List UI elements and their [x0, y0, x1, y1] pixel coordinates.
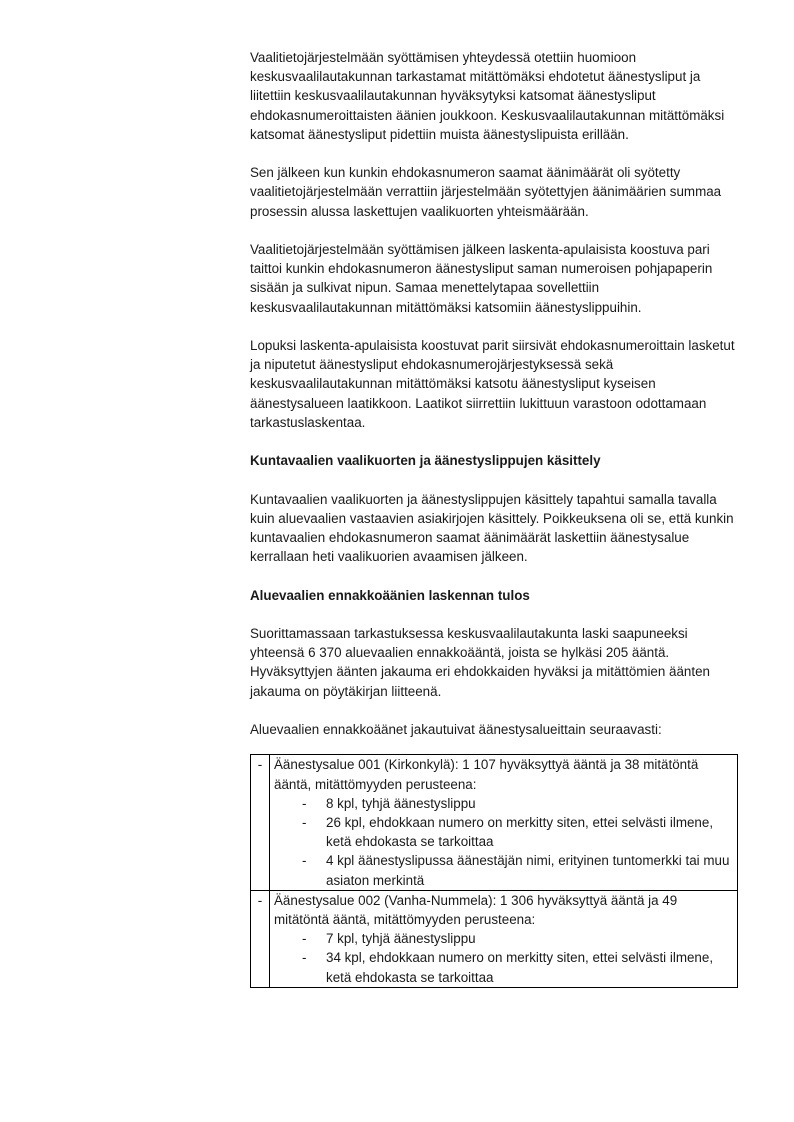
- region-cell: [270, 890, 738, 987]
- paragraph-storage: Lopuksi laskenta-apulaisista koostuvat parit siirsivät ehdokasnumeroittain lasketut ja niputetut äänestysliput ehdokasnumerojärjestyksessä sekä keskusvaalilautakunnan mitättömäksi katsotu äänestysliput kyseisen äänestysalueen laatikkoon. Laatikot siirrettiin lukittuun varastoon odottamaan tarkastuslaskentaa.: [250, 338, 735, 430]
- invalid-reasons-list: [274, 929, 733, 987]
- invalid-reasons-list: [274, 794, 733, 890]
- row-marker: -: [251, 890, 270, 987]
- paragraph-distribution-intro: Aluevaalien ennakkoäänet jakautuivat äänestysalueittain seuraavasti:: [250, 721, 662, 737]
- list-item: - 34 kpl, ehdokkaan numero on merkitty siten, ettei selvästi ilmene, ketä ehdokasta se tarkoittaa: [302, 948, 733, 986]
- list-item: - 26 kpl, ehdokkaan numero on merkitty siten, ettei selvästi ilmene, ketä ehdokasta se tarkoittaa: [302, 813, 733, 851]
- heading-advance-results: Aluevaalien ennakkoäänien laskennan tulos: [250, 587, 530, 603]
- region-table: [250, 754, 738, 987]
- list-item: - 4 kpl äänestyslipussa äänestäjän nimi, erityinen tuntomerkki tai muu asiaton merkintä: [302, 851, 733, 889]
- heading-municipal-handling: Kuntavaalien vaalikuorten ja äänestyslippujen käsittely: [250, 453, 601, 469]
- table-row: [251, 890, 738, 987]
- list-item: - 8 kpl, tyhjä äänestyslippu: [302, 794, 733, 813]
- paragraph-entry-system: Vaalitietojärjestelmään syöttämisen yhteydessä otettiin huomioon keskusvaalilautakunnan tarkastamat mitättömäksi ehdotetut äänestysliput ja liitettiin keskusvaalilautakunnan hyväksytyksi katsomat äänestysliput ehdokasnumeroittaisten äänien joukkoon. Keskusvaalilautakunnan mitättömäksi katsomat äänestysliput pidettiin muista äänestyslipuista erillään.: [250, 50, 725, 142]
- paragraph-advance-results: Suorittamassaan tarkastuksessa keskusvaalilautakunta laski saapuneeksi yhteensä 6 370 aluevaalien ennakkoääntä, joista se hylkäsi 205 ääntä. Hyväksyttyjen äänten jakauma eri ehdokkaiden hyväksi ja mitättömien äänten jakauma on pöytäkirjan liitteenä.: [250, 625, 710, 699]
- list-item: - 7 kpl, tyhjä äänestyslippu: [302, 929, 733, 948]
- paragraph-vote-summary: Sen jälkeen kun kunkin ehdokasnumeron saamat äänimäärät oli syötetty vaalitietojärjestelmään verrattiin järjestelmään syötettyjen äänimäärien summaa prosessin alussa laskettujen vaalikuorten yhteismäärään.: [250, 165, 722, 219]
- region-cell: [270, 755, 738, 890]
- table-row: [251, 755, 738, 890]
- row-marker: -: [251, 755, 270, 890]
- paragraph-bundling: Vaalitietojärjestelmään syöttämisen jälkeen laskenta-apulaisista koostuva pari taittoi kunkin ehdokasnumeron äänestysliput saman numeroisen pohjapaperin sisään ja sulkivat nipun. Samaa menettelytapaa sovellettiin keskusvaalilautakunnan mitättömäksi katsomiin äänestyslippuihin.: [250, 242, 713, 315]
- document-page: [250, 48, 740, 988]
- region-summary: Äänestysalue 001 (Kirkonkylä): 1 107 hyväksyttyä ääntä ja 38 mitätöntä ääntä, mitättömyyden perusteena:: [274, 757, 699, 792]
- paragraph-municipal-handling: Kuntavaalien vaalikuorten ja äänestyslippujen käsittely tapahtui samalla tavalla kuin aluevaalien vastaavien asiakirjojen käsittely. Poikkeuksena oli se, että kunkin kuntavaalien ehdokasnumeron saamat äänimäärät laskettiin äänestysalue kerrallaan heti vaalikuorien avaamisen jälkeen.: [250, 491, 734, 565]
- region-summary: Äänestysalue 002 (Vanha-Nummela): 1 306 hyväksyttyä ääntä ja 49 mitätöntä ääntä, mitättömyyden perusteena:: [274, 892, 678, 927]
